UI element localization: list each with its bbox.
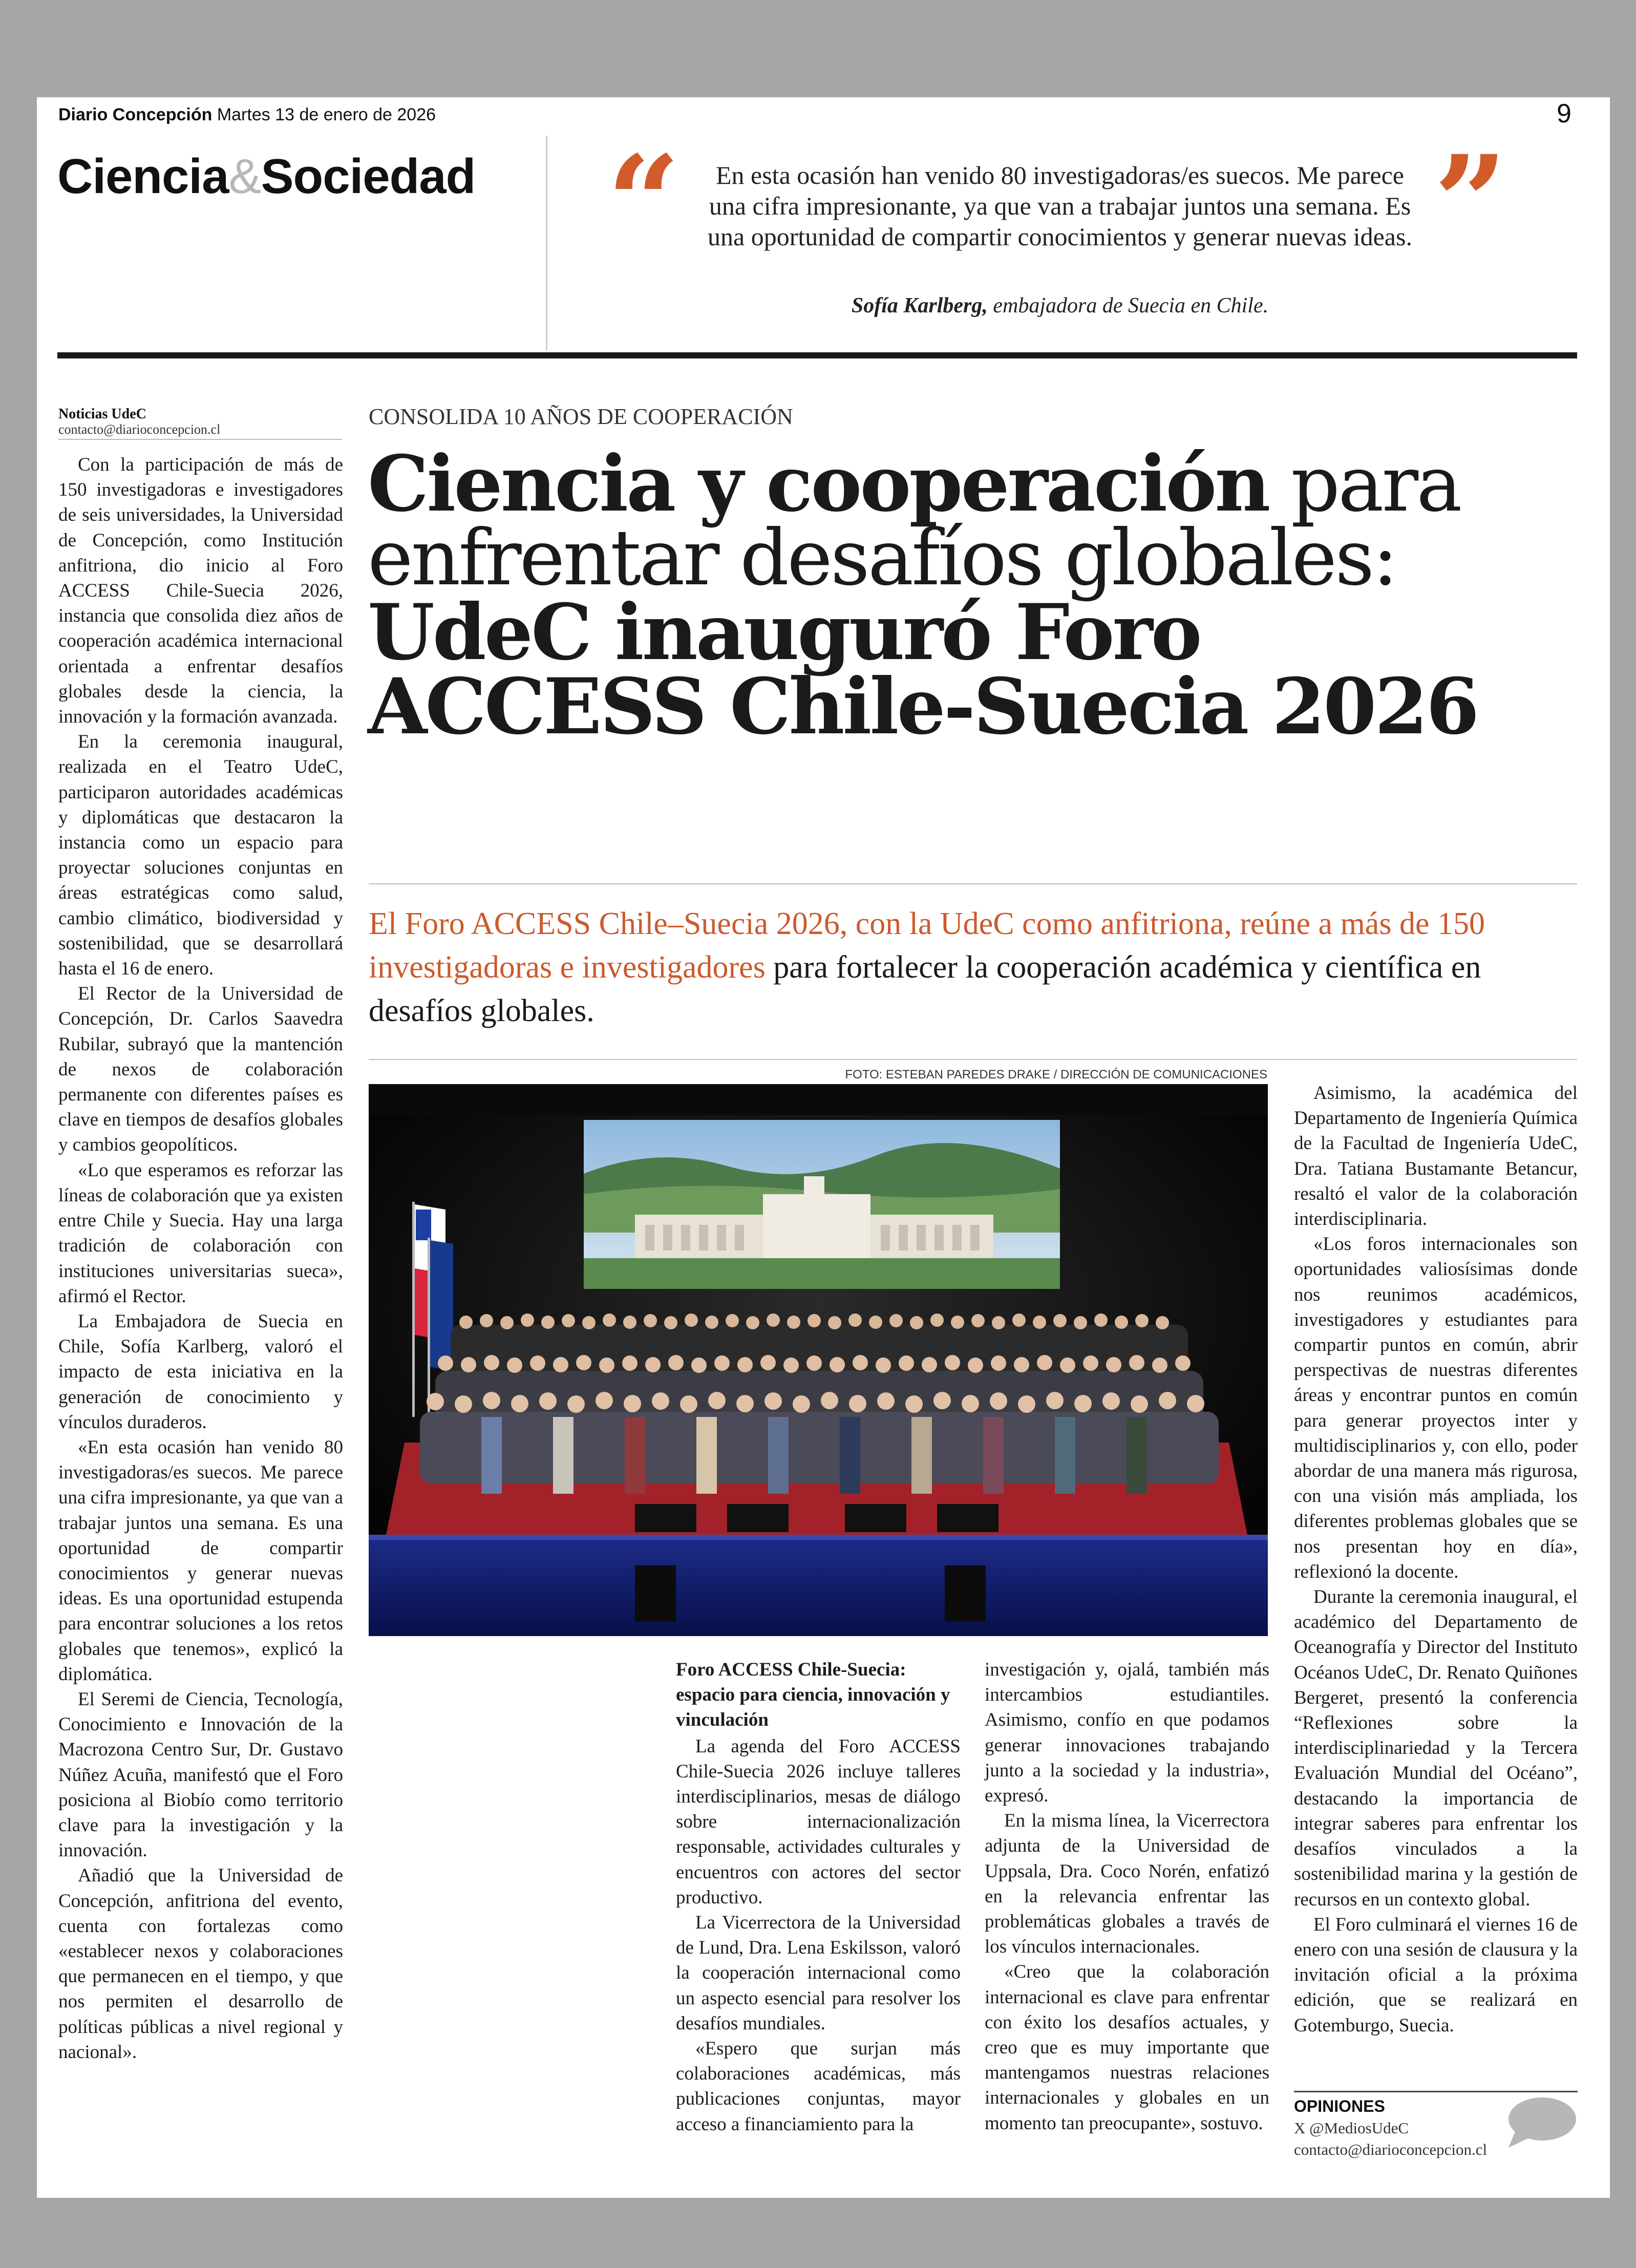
paragraph: El Rector de la Universidad de Concepción, Dr. Carlos Saavedra Rubilar, subrayó que la mantención de nexos de colaboración permanente con diferentes países es clave en tiempos de desafíos globales y cambios geopolíticos. [58,983,343,1156]
paragraph: Durante la ceremonia inaugural, el académico del Departamento de Oceanografía y Director del Instituto Océanos UdeC, Dr. Renato Quiñones Bergeret, presentó la conferencia “Reflexiones sobre la interdisciplinariedad y la Tercera Evaluación Mundial del Océano”, destacando la importancia de integrar saberes para enfrentar los desafíos vinculados a la sostenibilidad marina y la gestión de recursos en un contexto global. [1294,1586,1578,1910]
article-subhead: Foro ACCESS Chile-Suecia: espacio para ciencia, innovación y vinculación [676,1659,950,1731]
paragraph: «Espero que surjan más colaboraciones académicas, más publicaciones conjuntas, mayor acceso a financiamiento para la [676,2038,961,2135]
byline-rule [58,439,342,440]
photo-credit: FOTO: ESTEBAN PAREDES DRAKE / DIRECCIÓN DE COMUNICACIONES [845,1068,1267,1082]
opinions-twitter-handle[interactable]: X @MediosUdeC [1294,2119,1409,2137]
paragraph: En la misma línea, la Vicerrectora adjunta de la Universidad de Uppsala, Dra. Coco Norén, enfatizó en la relevancia enfrentar las problemáticas globales a través de los vínculos internacionales. [985,1810,1269,1958]
byline-email[interactable]: contacto@diarioconcepcion.cl [58,422,221,437]
paragraph: «En esta ocasión han venido 80 investigadoras/es suecos. Me parece una cifra impresionante, ya que van a trabajar juntos una semana. Es una oportunidad de compartir conocimientos y generar nuevas ideas. Es una oportunidad estupenda para encontrar soluciones a los retos globales que tenemos», explicó la diplomática. [58,1436,343,1685]
paragraph: «Creo que la colaboración internacional es clave para enfrentar con éxito los desafíos actuales, y creo que es muy importante que mantengamos nuestras relaciones internacionales y globales en un momento tan preocupante», sostuvo. [985,1961,1269,2134]
article-kicker: CONSOLIDA 10 AÑOS DE COOPERACIÓN [369,404,793,429]
section-title-part2: Sociedad [261,149,476,204]
paragraph: En la ceremonia inaugural, realizada en el Teatro UdeC, participaron autoridades académicas y diplomáticas que destacaron la instancia como un espacio para proyectar soluciones conjuntas en áreas estratégicas como salud, cambio climático, biodiversidad y sostenibilidad, que se desarrollará hasta el 16 de enero. [58,731,343,980]
deck-accent: El Foro ACCESS Chile–Suecia 2026, con la UdeC como anfitriona, reúne a más de 150 investigadoras e investigadores [369,906,1485,985]
headline-line-1 [368,439,1576,529]
pull-quote-author: Sofía Karlberg, [851,294,988,317]
group-photo [369,1084,1268,1636]
paragraph: El Foro culminará el viernes 16 de enero con una sesión de clausura y la invitación oficial a la próxima edición, que se realizará en Gotemburgo, Suecia. [1294,1914,1578,2036]
paragraph: El Seremi de Ciencia, Tecnología, Conocimiento e Innovación de la Macrozona Centro Sur, Dr. Gustavo Núñez Acuña, manifestó que el Foro posiciona al Biobío como territorio clave para la investigación y la innovación. [58,1688,343,1861]
paragraph: «Los foros internacionales son oportunidades valiosísimas donde nos reunimos académicos, investigadores y estudiantes para compartir puntos en común, abrir perspectivas de nuestras diferentes áreas y encontrar puntos en común para generar proyectos inter y multidisciplinarios y, con ello, poder abordar de una manera más rigurosa, con una visión más ampliada, los diferentes problemas globales que se nos presentan hoy en día», reflexionó la docente. [1294,1234,1578,1582]
deck-top-rule [369,883,1577,884]
masthead [58,105,436,125]
article-column-4 [1294,1080,1578,2038]
section-title [57,149,475,205]
header-rule [57,352,1577,358]
paragraph: investigación y, ojalá, también más intercambios estudiantiles. Asimismo, confío en que podamos generar innovaciones trabajando junto a la sociedad y la industria», expresó. [985,1659,1269,1807]
pull-quote-text: En esta ocasión han venido 80 investigadoras/es suecos. Me parece una cifra impresionante, ya que van a trabajar juntos una semana. Es una oportunidad de compartir conocimientos y generar nuevas ideas. [708,161,1412,251]
close-quote-icon: ” [1434,127,1507,278]
paper-name: Diario Concepción [58,105,213,124]
section-title-part1: Ciencia [57,149,229,204]
paragraph: Asimismo, la académica del Departamento de Ingeniería Química de la Facultad de Ingeniería UdeC, Dra. Tatiana Bustamante Betancur, resaltó el valor de la colaboración interdisciplinaria. [1294,1083,1578,1230]
headline-line-3: UdeC inauguró Foro [368,587,1200,677]
headline-light-part: para [1268,440,1460,529]
deck-rest: para fortalecer la cooperación académica y científica en desafíos globales. [369,950,1481,1028]
section-ampersand: & [228,149,261,204]
paragraph: Añadió que la Universidad de Concepción, anfitriona del evento, cuenta con fortalezas como «establecer nexos y colaboraciones que permanecen en el tiempo, y que nos permiten el desarrollo de políticas públicas a nivel regional y nacional». [58,1865,343,2063]
opinions-title: OPINIONES [1294,2097,1385,2115]
pull-quote-attribution [696,293,1423,318]
group-photo-illustration [369,1084,1268,1636]
opinions-rule [1294,2091,1578,2092]
headline-bold-part: Ciencia y cooperación [368,439,1269,529]
article-column-1 [58,452,343,2065]
paragraph: La agenda del Foro ACCESS Chile-Suecia 2026 incluye talleres interdisciplinarios, mesas de diálogo sobre internacionalización responsable, actividades culturales y encuentros con actores del sector productivo. [676,1735,961,1908]
article-deck [369,902,1582,1033]
header-divider [546,136,547,351]
headline-line-4: ACCESS Chile-Suecia 2026 [368,662,1478,752]
page-number: 9 [1557,99,1571,129]
open-quote-icon: “ [607,127,681,278]
paragraph: La Embajadora de Suecia en Chile, Sofía Karlberg, valoró el impacto de esta iniciativa en la generación de conocimiento y vínculos duraderos. [58,1310,343,1433]
article-column-2 [676,1657,961,2137]
paragraph: «Lo que esperamos es reforzar las líneas de colaboración que ya existen entre Chile y Suecia. Hay una larga tradición de colaboración con instituciones universitarias sueca», afirmó el Rector. [58,1159,343,1307]
pull-quote-role: embajadora de Suecia en Chile. [993,294,1269,317]
byline-name: Noticias UdeC [58,406,146,422]
deck-bottom-rule [369,1059,1577,1060]
article-column-3 [985,1657,1269,2136]
article-headline [368,439,1576,752]
paragraph: La Vicerrectora de la Universidad de Lund, Dra. Lena Eskilsson, valoró la cooperación internacional como un aspecto esencial para resolver los desafíos mundiales. [676,1912,961,2034]
issue-date: Martes 13 de enero de 2026 [217,105,436,124]
paragraph: Con la participación de más de 150 investigadoras e investigadores de seis universidades, la Universidad de Concepción, como Institución anfitriona, dio inicio al Foro ACCESS Chile-Suecia 2026, instancia que consolida diez años de cooperación académica internacional orientada a enfrentar desafíos globales desde la ciencia, la innovación y la formación avanzada. [58,454,343,728]
speech-bubble-icon [1505,2094,1577,2153]
headline-line-2: enfrentar desafíos globales: [368,514,1396,603]
opinions-email[interactable]: contacto@diarioconcepcion.cl [1294,2140,1488,2158]
